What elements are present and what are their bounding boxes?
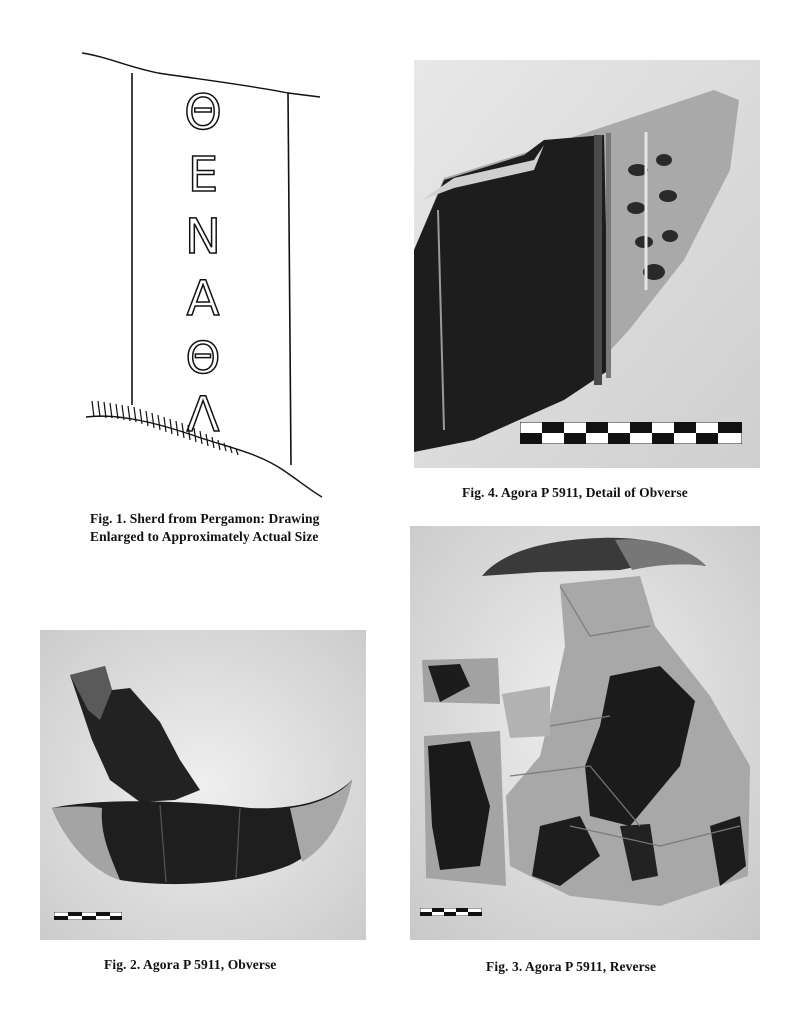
figure-3-photo bbox=[410, 526, 760, 940]
figure-2-scale-bar bbox=[54, 912, 122, 920]
inscription-letter: Ν bbox=[185, 209, 221, 265]
figure-1-caption-line-2: Enlarged to Approximately Actual Size bbox=[90, 529, 319, 544]
inscription-letter: Α bbox=[186, 271, 220, 327]
inscription-letter: Ε bbox=[187, 147, 219, 203]
figure-3-scale-bar bbox=[420, 908, 482, 916]
figure-1-caption bbox=[90, 510, 350, 546]
figure-4-photo bbox=[414, 60, 760, 468]
inscription-letter: Λ bbox=[186, 387, 220, 443]
figure-1-drawing bbox=[78, 45, 328, 505]
inscription-column bbox=[168, 83, 238, 443]
sherd-detail-image bbox=[414, 60, 760, 468]
inscription-letter: Θ bbox=[185, 333, 221, 384]
figure-4-caption: Fig. 4. Agora P 5911, Detail of Obverse bbox=[462, 485, 688, 500]
figure-1-caption-line-1: Fig. 1. Sherd from Pergamon: Drawing bbox=[90, 511, 320, 526]
inscription-letter: Θ bbox=[184, 85, 222, 141]
figure-2-photo bbox=[40, 630, 366, 940]
sherd-reverse-image bbox=[410, 526, 760, 940]
figure-3-caption: Fig. 3. Agora P 5911, Reverse bbox=[486, 959, 657, 974]
figure-4-scale-bar bbox=[520, 422, 742, 444]
figure-2-caption: Fig. 2. Agora P 5911, Obverse bbox=[104, 957, 277, 972]
sherd-obverse-image bbox=[40, 630, 366, 940]
